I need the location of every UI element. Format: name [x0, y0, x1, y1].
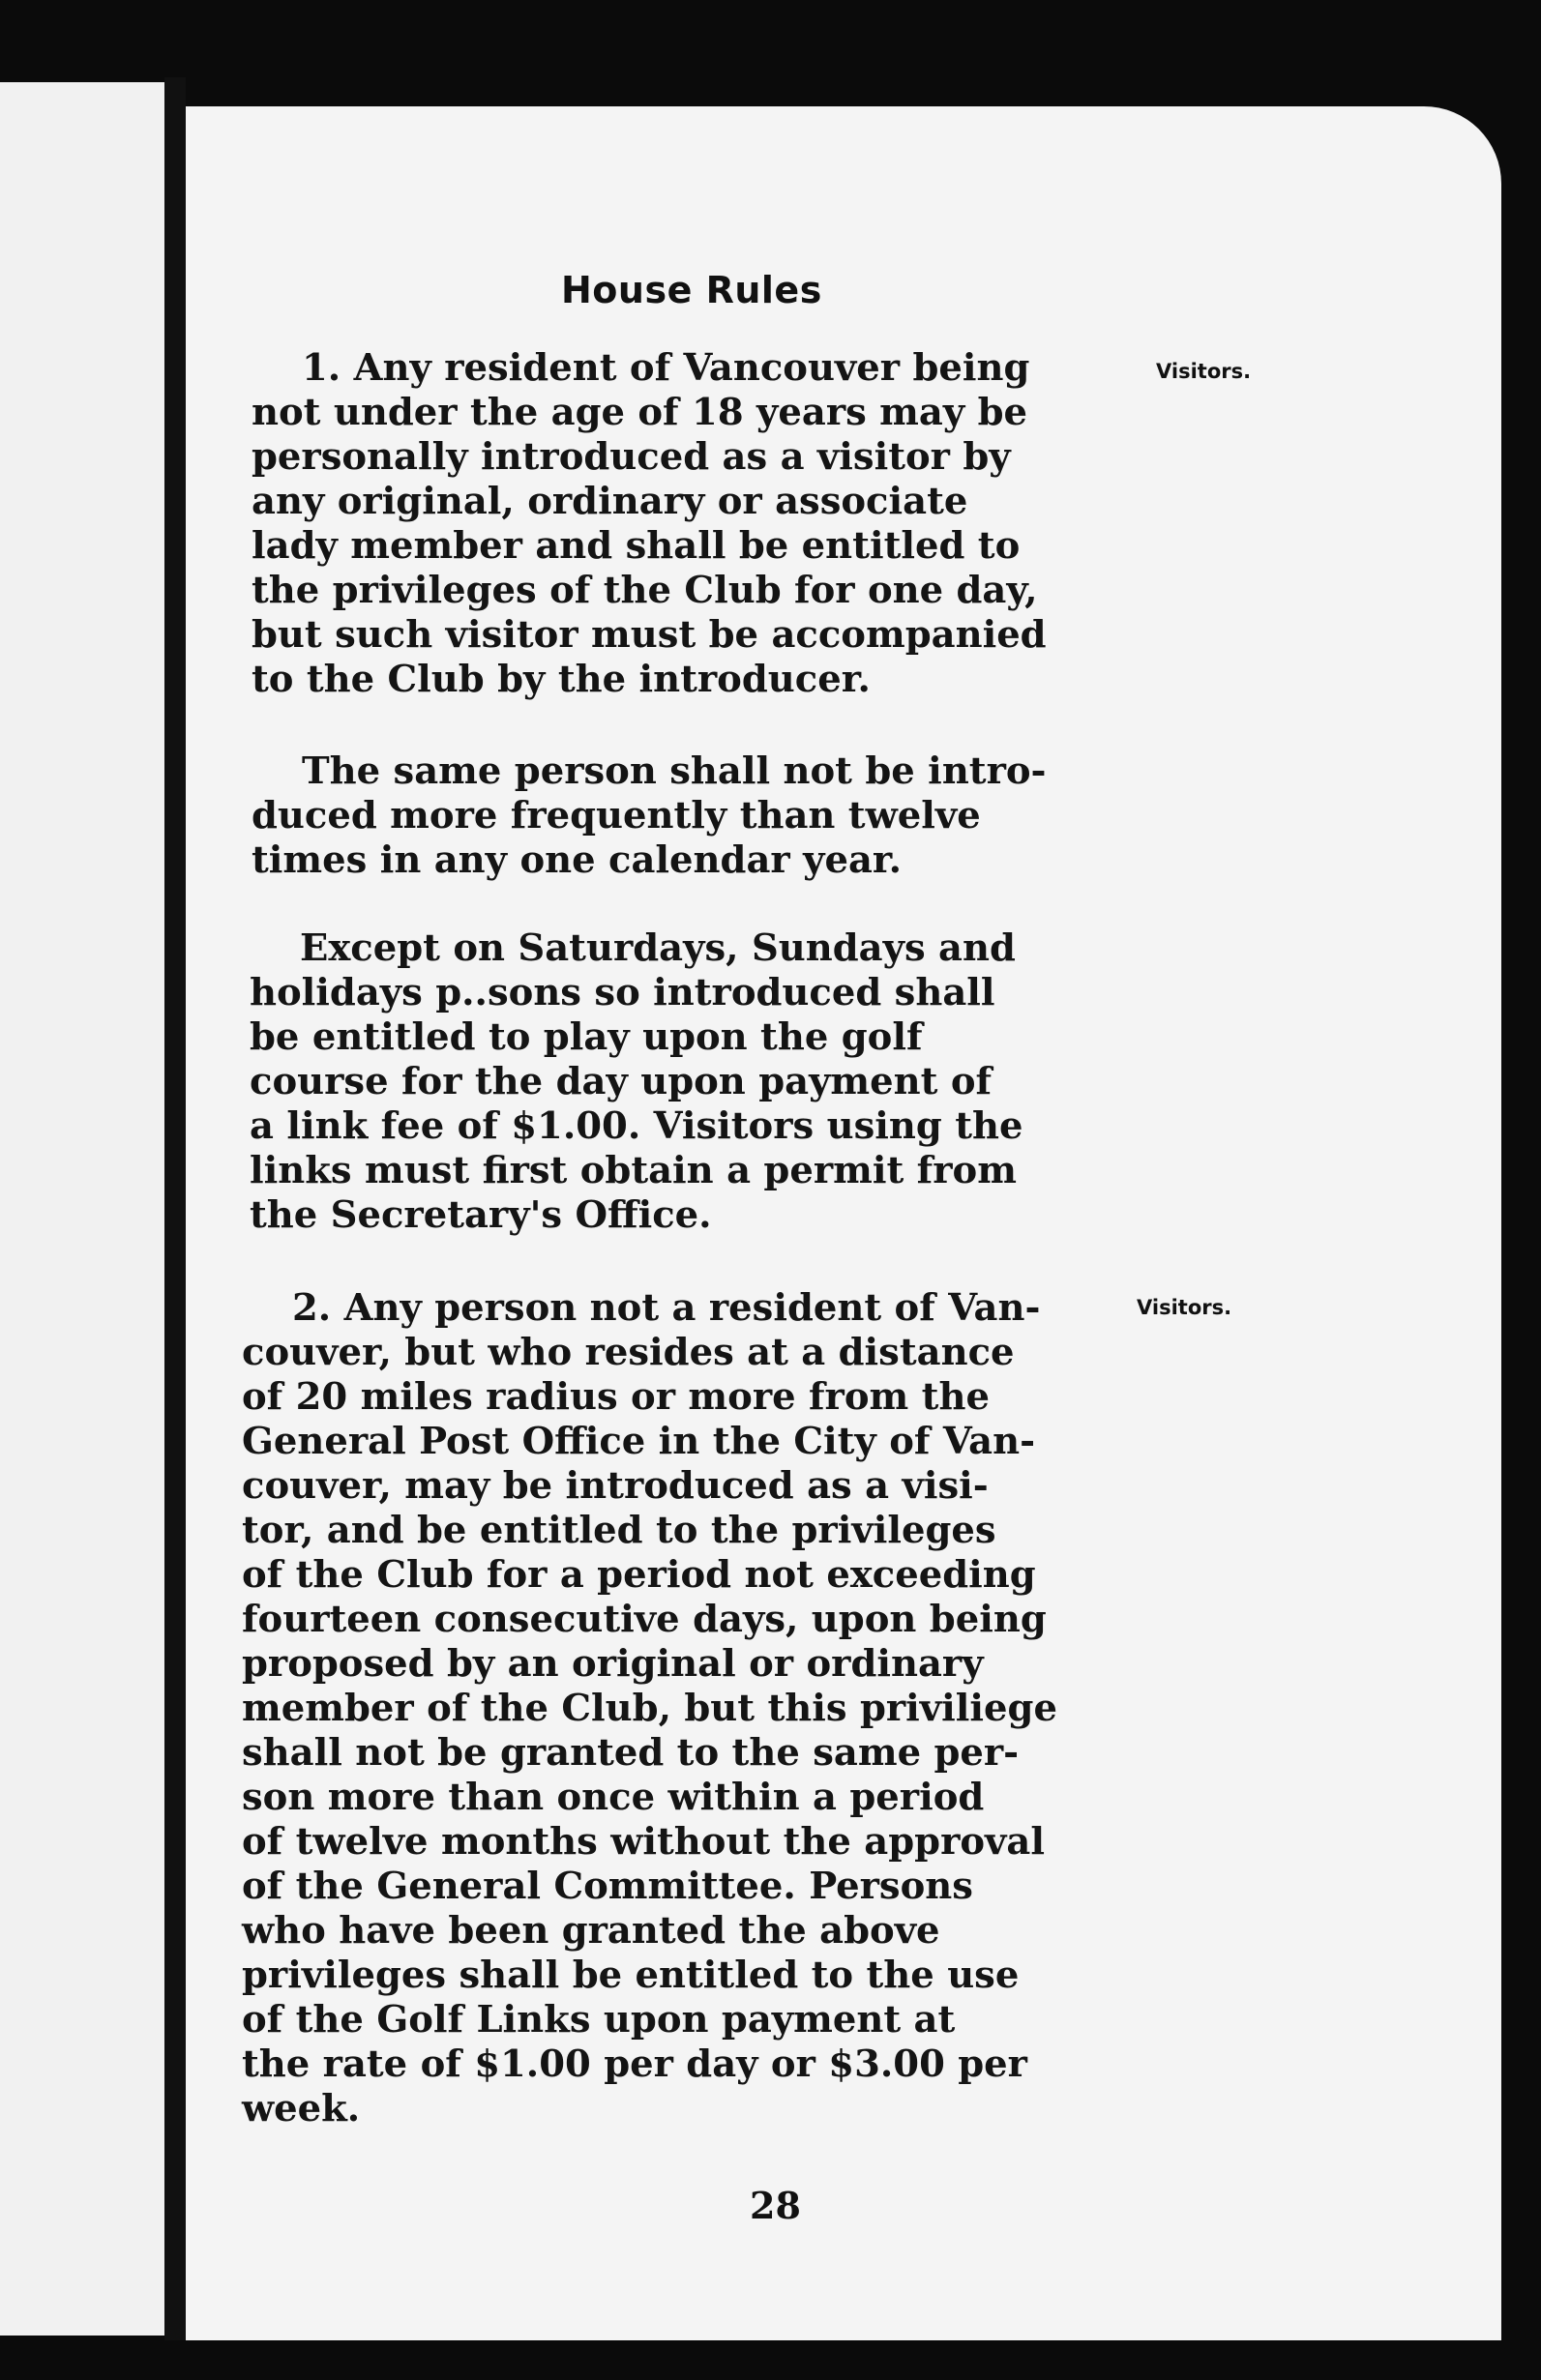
text-line: fourteen consecutive days, upon being: [242, 1598, 1047, 1641]
text-line: tor, and be entitled to the privileges: [242, 1509, 996, 1552]
text-line: couver, may be introduced as a visi-: [242, 1464, 989, 1508]
text-line: couver, but who resides at a distance: [242, 1331, 1015, 1374]
margin-note-visitors-1: Visitors.: [1156, 360, 1252, 383]
text-line: of 20 miles radius or more from the: [242, 1375, 990, 1419]
text-line: a link fee of $1.00. Visitors using the: [250, 1104, 1023, 1148]
paragraph-rule-1-b: [252, 749, 1047, 883]
paragraph-rule-2: [242, 1286, 1057, 2131]
text-line: The same person shall not be intro-: [302, 749, 1047, 793]
text-line: shall not be granted to the same per-: [242, 1731, 1020, 1775]
text-line: 2. Any person not a resident of Van-: [292, 1286, 1041, 1330]
text-line: of the General Committee. Persons: [242, 1865, 973, 1908]
text-line: holidays p..sons so introduced shall: [250, 971, 995, 1014]
text-line: links must first obtain a permit from: [250, 1149, 1017, 1192]
text-line: proposed by an original or ordinary: [242, 1642, 984, 1686]
text-line: to the Club by the introducer.: [252, 658, 871, 701]
book-spine: [164, 77, 186, 2340]
text-line: any original, ordinary or associate: [252, 480, 968, 523]
text-line: times in any one calendar year.: [252, 838, 903, 882]
text-line: General Post Office in the City of Van-: [242, 1420, 1036, 1463]
text-line: duced more frequently than twelve: [252, 794, 981, 837]
text-line: the Secretary's Office.: [250, 1193, 712, 1237]
text-line: the rate of $1.00 per day or $3.00 per: [242, 2042, 1027, 2086]
text-line: lady member and shall be entitled to: [252, 524, 1021, 568]
text-line: member of the Club, but this priviliege: [242, 1687, 1057, 1730]
text-line: privileges shall be entitled to the use: [242, 1954, 1020, 1997]
text-line: course for the day upon payment of: [250, 1060, 993, 1103]
text-line: be entitled to play upon the golf: [250, 1015, 923, 1059]
text-line: who have been granted the above: [242, 1909, 940, 1953]
text-line: but such visitor must be accompanied: [252, 613, 1047, 657]
text-line: 1. Any resident of Vancouver being: [302, 346, 1030, 390]
margin-note-visitors-2: Visitors.: [1137, 1296, 1232, 1319]
text-line: son more than once within a period: [242, 1776, 985, 1819]
text-line: not under the age of 18 years may be: [252, 391, 1028, 434]
text-line: of the Golf Links upon payment at: [242, 1998, 956, 2042]
previous-page-edge: [0, 82, 164, 2336]
text-line: personally introduced as a visitor by: [252, 435, 1011, 479]
text-line: of the Club for a period not exceeding: [242, 1553, 1036, 1597]
paragraph-rule-1-c: [250, 926, 1022, 1238]
text-line: week.: [242, 2087, 361, 2130]
text-line: Except on Saturdays, Sundays and: [300, 926, 1016, 970]
page-title: House Rules: [561, 269, 822, 311]
page-number: 28: [750, 2184, 801, 2227]
paragraph-rule-1: [252, 346, 1047, 702]
text-line: of twelve months without the approval: [242, 1820, 1045, 1864]
text-line: the privileges of the Club for one day,: [252, 569, 1038, 612]
